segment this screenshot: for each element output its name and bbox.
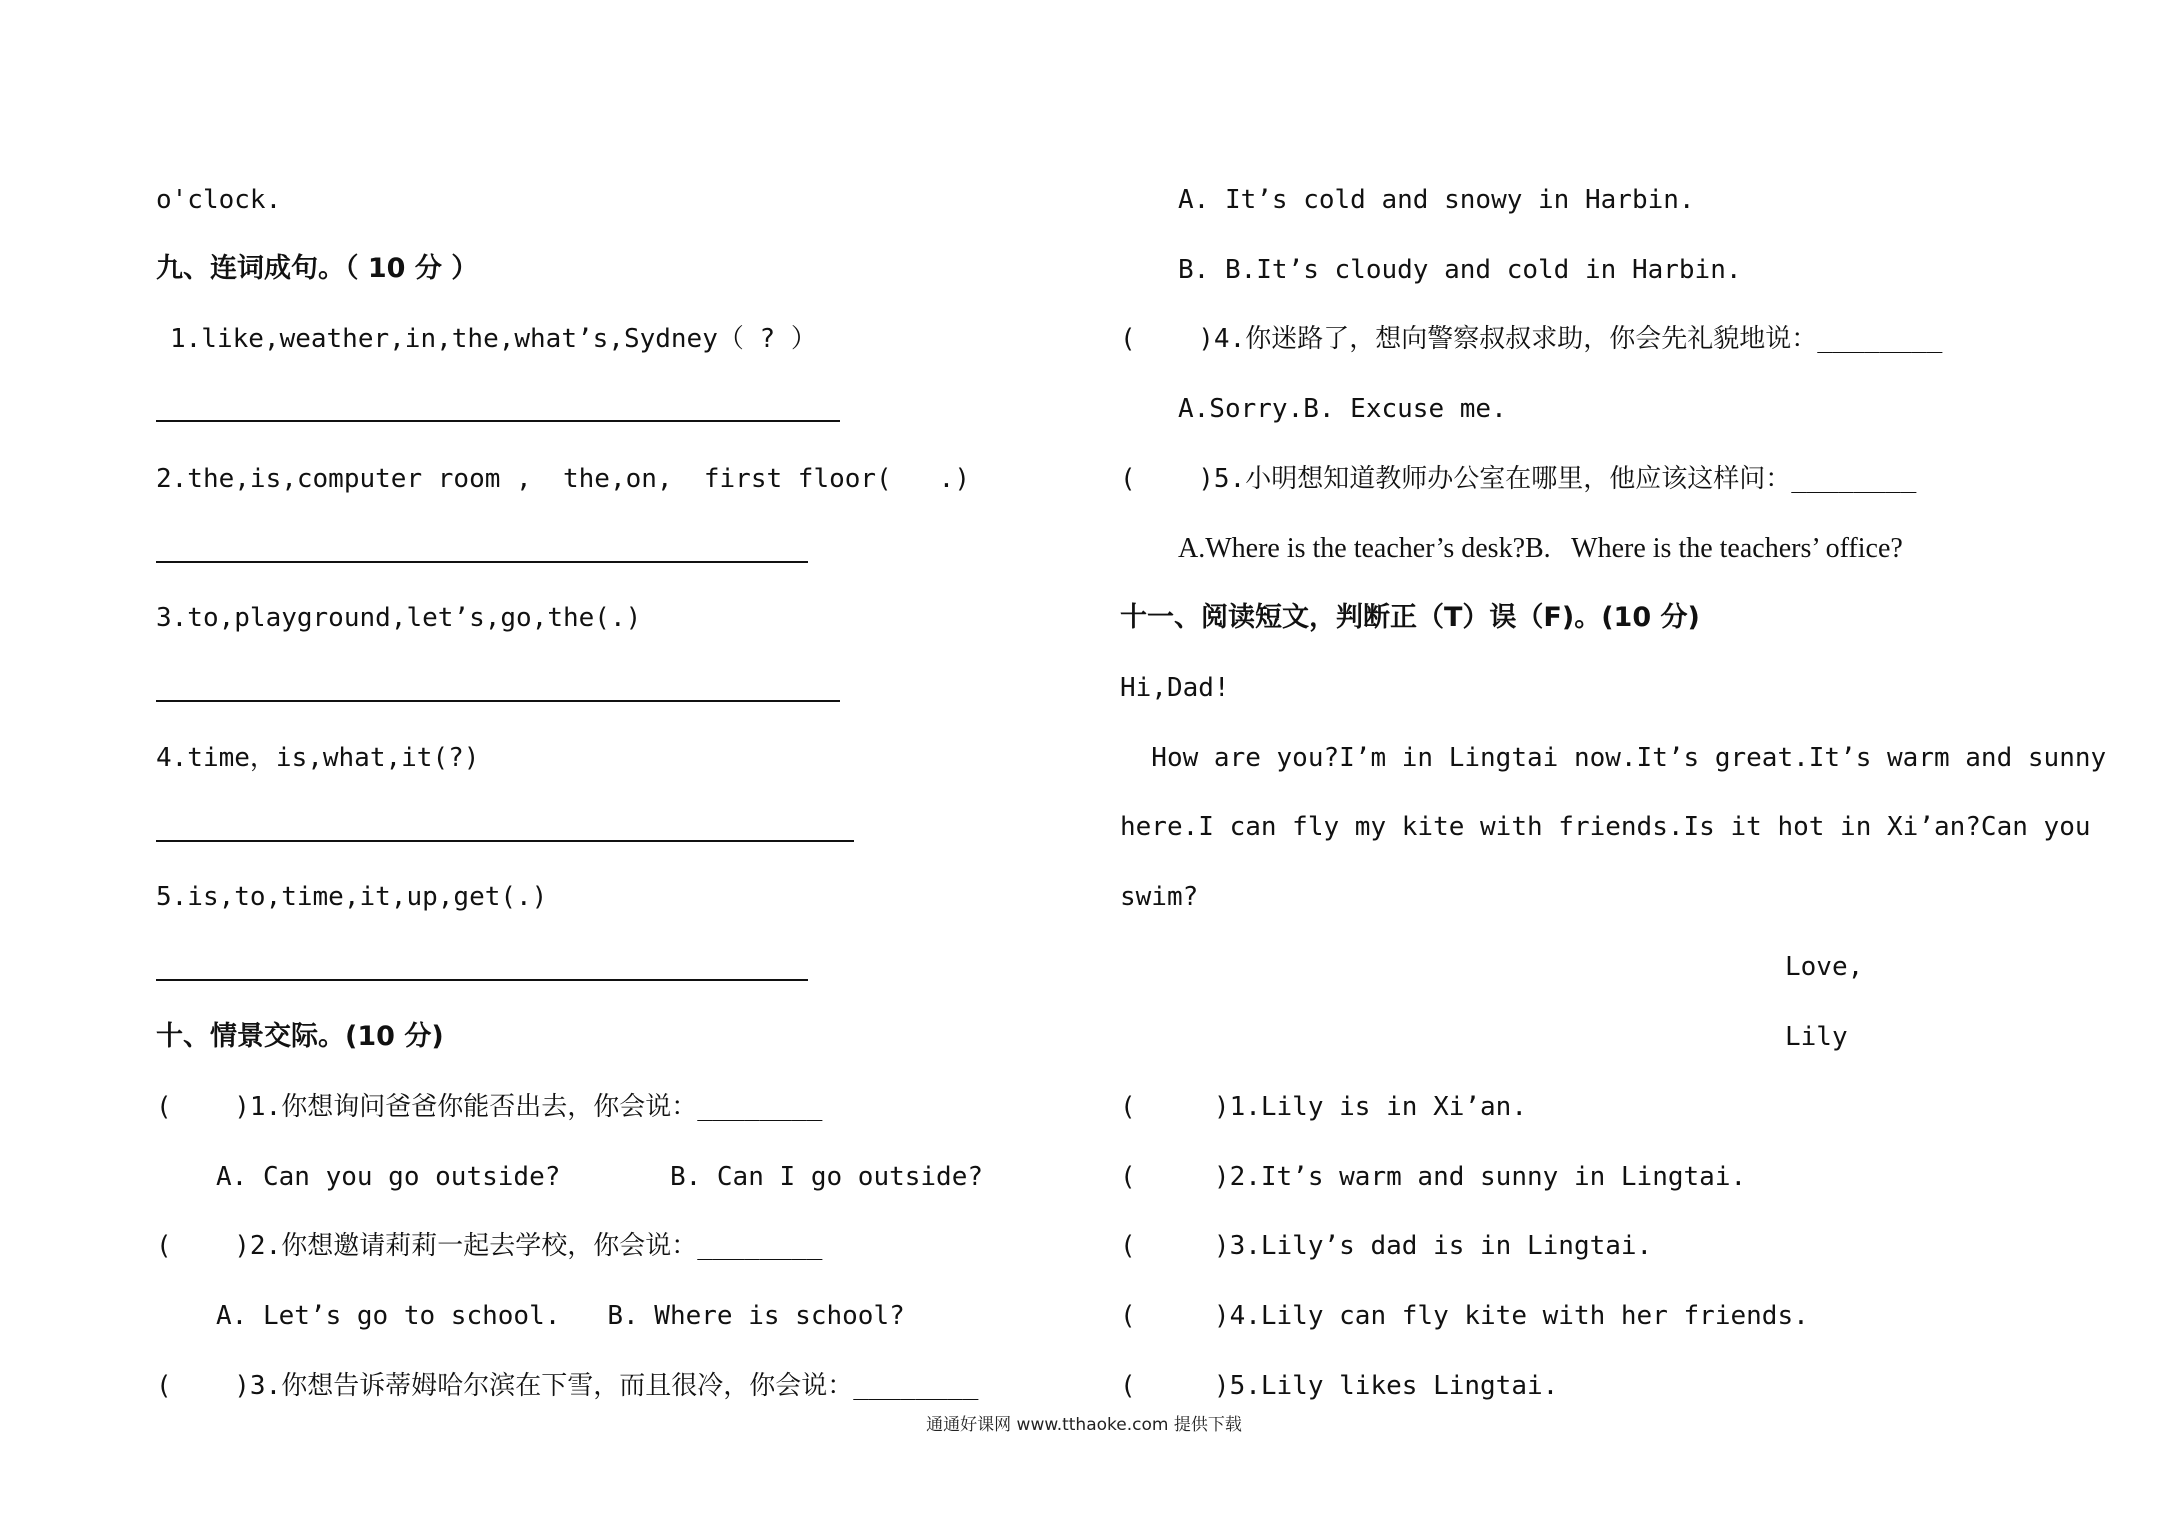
letter-line-2: here.I can fly my kite with friends.Is it hot in Xi’an?Can you (1120, 812, 2091, 842)
q10-item-1-options: A. Can you go outside? B. Can I go outside? (216, 1162, 984, 1192)
q11-item-2: ( )2.It’s warm and sunny in Lingtai. (1120, 1162, 1747, 1192)
q11-item-3: ( )3.Lily’s dad is in Lingtai. (1120, 1231, 1653, 1261)
answer-line-5[interactable] (156, 979, 808, 981)
oclock-text: o'clock. (156, 185, 282, 215)
q10-item-5: ( )5.小明想知道教师办公室在哪里，他应该这样问：________ (1120, 464, 1917, 494)
q11-item-4: ( )4.Lily can fly kite with her friends. (1120, 1301, 1809, 1331)
q10-item-2-options: A. Let’s go to school. B. Where is school? (216, 1301, 905, 1331)
q9-item-3: 3.to,playground,let’s,go,the(.) (156, 603, 642, 633)
q10-item-1: ( )1.你想询问爸爸你能否出去，你会说：________ (156, 1092, 823, 1122)
q10-item-4: ( )4.你迷路了，想向警察叔叔求助，你会先礼貌地说：________ (1120, 324, 1943, 354)
letter-line-1: How are you?I’m in Lingtai now.It’s great.It’s warm and sunny (1120, 743, 2107, 773)
q9-item-5: 5.is,to,time,it,up,get(.) (156, 882, 548, 912)
answer-line-4[interactable] (156, 840, 854, 842)
section9-title: 九、连词成句。（ 10 分 ） (156, 253, 479, 284)
letter-greeting: Hi,Dad! (1120, 673, 1230, 703)
q11-item-5: ( )5.Lily likes Lingtai. (1120, 1371, 1559, 1401)
q10-3-option-b: B. B.It’s cloudy and cold in Harbin. (1178, 255, 1742, 285)
q9-item-2: 2.the,is,computer room , the,on, first floor( .) (156, 464, 970, 494)
q10-item-3: ( )3.你想告诉蒂姆哈尔滨在下雪，而且很冷，你会说：________ (156, 1371, 979, 1401)
section10-title: 十、情景交际。(10 分) (156, 1021, 444, 1052)
answer-line-1[interactable] (156, 420, 840, 422)
q10-3-option-a: A. It’s cold and snowy in Harbin. (1178, 185, 1695, 215)
letter-signature: Lily (1785, 1022, 1848, 1052)
q10-item-4-options: A.Sorry.B. Excuse me. (1178, 394, 1507, 424)
q11-item-1: ( )1.Lily is in Xi’an. (1120, 1092, 1527, 1122)
q9-item-4: 4.time，is,what,it(?) (156, 743, 480, 773)
letter-closing: Love, (1785, 952, 1864, 982)
download-footer: 通通好课网 www.tthaoke.com 提供下载 (926, 1415, 1242, 1435)
answer-line-3[interactable] (156, 700, 840, 702)
section11-title: 十一、阅读短文，判断正（T）误（F)。(10 分) (1120, 602, 1700, 633)
q10-item-5-options: A.Where is the teacher’s desk?B. Where is the teachers’ office? (1178, 533, 1903, 564)
q10-item-2: ( )2.你想邀请莉莉一起去学校，你会说：________ (156, 1231, 823, 1261)
q9-item-1: 1.like,weather,in,the,what’s,Sydney（ ? ） (170, 324, 817, 354)
letter-line-3: swim? (1120, 882, 1199, 912)
answer-line-2[interactable] (156, 561, 808, 563)
